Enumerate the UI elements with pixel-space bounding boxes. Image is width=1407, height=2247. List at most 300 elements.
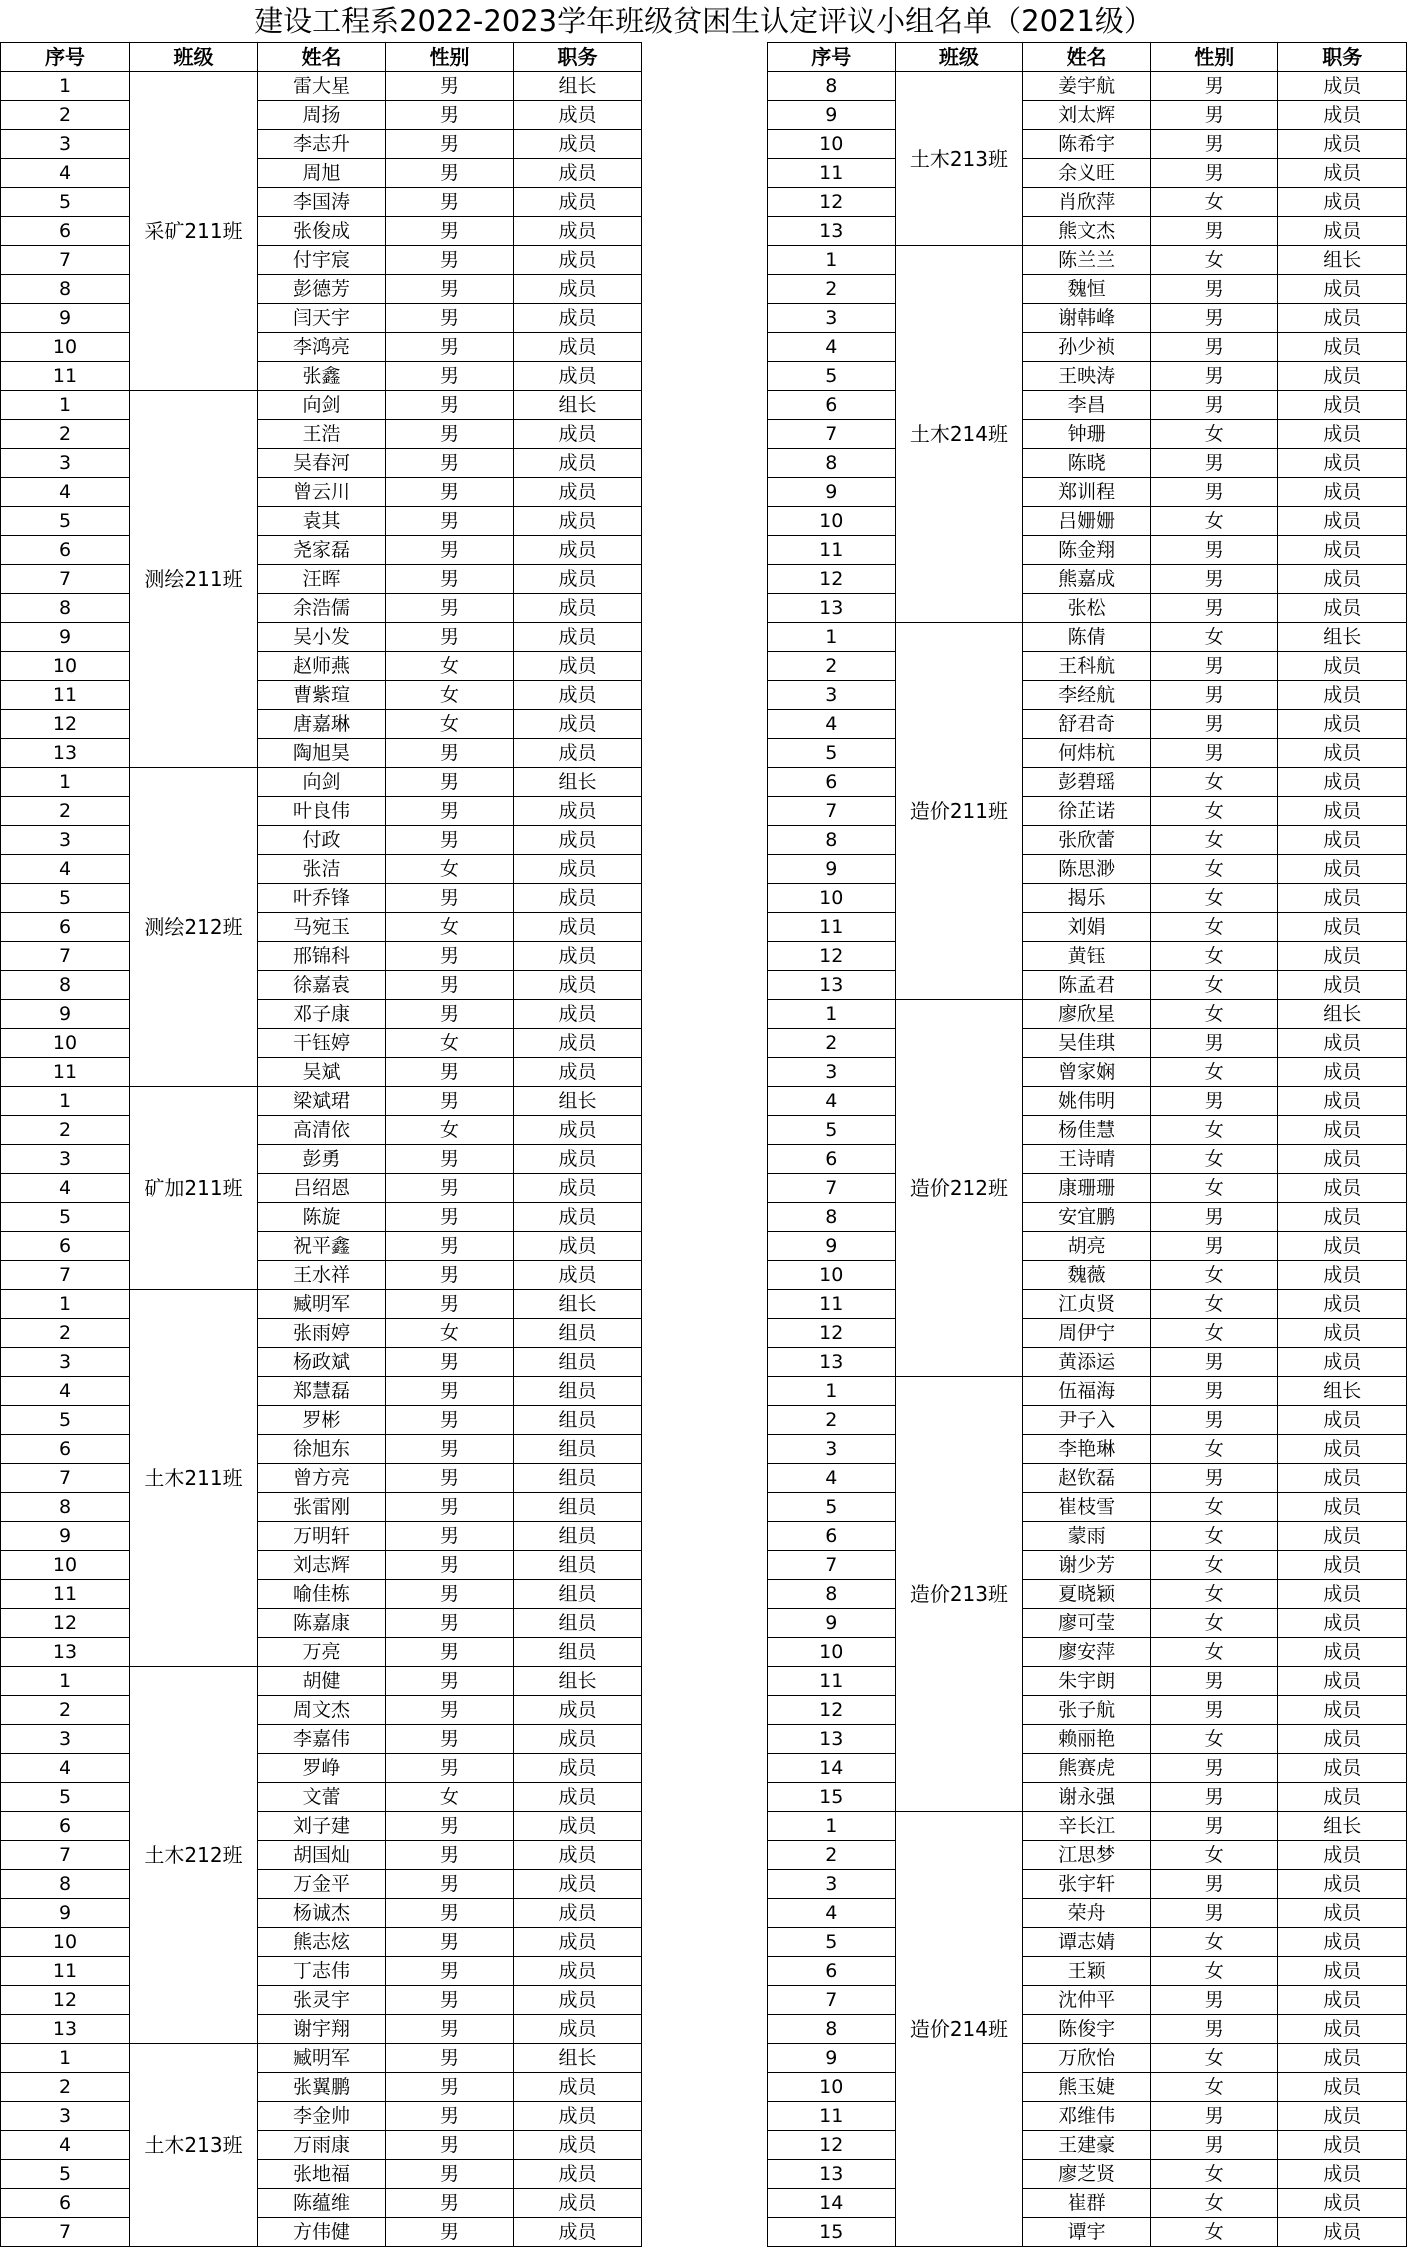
seq-cell: 5 — [768, 1928, 896, 1957]
seq-cell: 7 — [1, 1261, 130, 1290]
table-row — [1, 246, 642, 275]
table-row — [1, 391, 642, 420]
name-cell: 辛长江 — [1023, 1812, 1151, 1841]
gender-cell: 男 — [386, 739, 514, 768]
class-name-cell: 土木212班 — [130, 1667, 258, 2044]
gender-cell: 男 — [1150, 1783, 1278, 1812]
table-row — [768, 1058, 1407, 1087]
seq-cell: 6 — [1, 536, 130, 565]
table-row — [768, 2131, 1407, 2160]
role-cell: 成员 — [1278, 971, 1407, 1000]
table-row — [768, 855, 1407, 884]
seq-cell: 4 — [768, 333, 896, 362]
role-cell: 成员 — [1278, 507, 1407, 536]
role-cell: 成员 — [1278, 1203, 1407, 1232]
role-cell: 组员 — [514, 1406, 642, 1435]
gender-cell: 男 — [386, 333, 514, 362]
gender-cell: 女 — [1150, 1551, 1278, 1580]
gender-cell: 男 — [386, 217, 514, 246]
name-cell: 魏恒 — [1023, 275, 1151, 304]
table-row — [768, 1899, 1407, 1928]
seq-cell: 4 — [1, 1377, 130, 1406]
gender-cell: 男 — [386, 2218, 514, 2247]
table-row — [768, 1435, 1407, 1464]
table-row — [768, 2102, 1407, 2131]
table-row — [1, 2015, 642, 2044]
name-cell: 谢少芳 — [1023, 1551, 1151, 1580]
seq-cell: 2 — [1, 1319, 130, 1348]
seq-cell: 1 — [1, 1087, 130, 1116]
name-cell: 赵师燕 — [258, 652, 386, 681]
gender-cell: 女 — [1150, 1522, 1278, 1551]
table-row — [768, 449, 1407, 478]
role-cell: 成员 — [514, 362, 642, 391]
table-row — [768, 1464, 1407, 1493]
role-cell: 成员 — [1278, 1435, 1407, 1464]
seq-cell: 2 — [1, 1116, 130, 1145]
role-cell: 成员 — [514, 739, 642, 768]
table-row — [1, 2218, 642, 2247]
name-cell: 魏薇 — [1023, 1261, 1151, 1290]
gender-cell: 女 — [386, 1319, 514, 1348]
role-cell: 成员 — [1278, 2218, 1407, 2247]
gender-cell: 男 — [1150, 159, 1278, 188]
gender-cell: 男 — [1150, 217, 1278, 246]
table-row — [768, 391, 1407, 420]
gender-cell: 男 — [386, 507, 514, 536]
gender-cell: 女 — [1150, 2073, 1278, 2102]
name-cell: 廖芝贤 — [1023, 2160, 1151, 2189]
gender-cell: 女 — [1150, 420, 1278, 449]
name-cell: 张地福 — [258, 2160, 386, 2189]
seq-cell: 10 — [1, 1029, 130, 1058]
name-cell: 万雨康 — [258, 2131, 386, 2160]
gender-cell: 女 — [1150, 623, 1278, 652]
gender-cell: 男 — [386, 2015, 514, 2044]
name-cell: 吴春河 — [258, 449, 386, 478]
gender-cell: 女 — [1150, 1435, 1278, 1464]
name-cell: 郑训程 — [1023, 478, 1151, 507]
table-row — [768, 72, 1407, 101]
table-row — [1, 1928, 642, 1957]
table-row — [768, 1261, 1407, 1290]
role-cell: 成员 — [1278, 942, 1407, 971]
role-cell: 成员 — [1278, 2131, 1407, 2160]
header-no: 序号 — [1, 43, 130, 72]
name-cell: 王浩 — [258, 420, 386, 449]
gender-cell: 男 — [386, 1406, 514, 1435]
gender-cell: 男 — [386, 1348, 514, 1377]
role-cell: 成员 — [1278, 449, 1407, 478]
gender-cell: 男 — [386, 884, 514, 913]
role-cell: 成员 — [1278, 1493, 1407, 1522]
seq-cell: 11 — [1, 1058, 130, 1087]
name-cell: 周扬 — [258, 101, 386, 130]
name-cell: 姜宇航 — [1023, 72, 1151, 101]
gender-cell: 男 — [386, 1261, 514, 1290]
role-cell: 组员 — [514, 1348, 642, 1377]
seq-cell: 10 — [768, 1638, 896, 1667]
class-name-cell: 土木213班 — [895, 72, 1023, 246]
seq-cell: 4 — [768, 1087, 896, 1116]
gender-cell: 男 — [1150, 333, 1278, 362]
role-cell: 组员 — [514, 1377, 642, 1406]
class-name-cell: 土木211班 — [130, 1290, 258, 1667]
name-cell: 夏晓颖 — [1023, 1580, 1151, 1609]
table-row — [1, 1116, 642, 1145]
name-cell: 吕绍恩 — [258, 1174, 386, 1203]
name-cell: 张宇轩 — [1023, 1870, 1151, 1899]
name-cell: 文蕾 — [258, 1783, 386, 1812]
role-cell: 成员 — [1278, 710, 1407, 739]
role-cell: 成员 — [1278, 1609, 1407, 1638]
seq-cell: 7 — [768, 1986, 896, 2015]
table-row — [1, 1261, 642, 1290]
name-cell: 郑慧磊 — [258, 1377, 386, 1406]
seq-cell: 7 — [768, 797, 896, 826]
name-cell: 向剑 — [258, 391, 386, 420]
table-row — [768, 565, 1407, 594]
table-row — [1, 1522, 642, 1551]
header-name: 姓名 — [258, 43, 386, 72]
gender-cell: 男 — [1150, 739, 1278, 768]
seq-cell: 3 — [768, 1435, 896, 1464]
seq-cell: 4 — [768, 1464, 896, 1493]
role-cell: 成员 — [1278, 2102, 1407, 2131]
table-row — [768, 217, 1407, 246]
gender-cell: 男 — [386, 246, 514, 275]
gender-cell: 男 — [386, 1290, 514, 1319]
name-cell: 廖可莹 — [1023, 1609, 1151, 1638]
table-row — [768, 1580, 1407, 1609]
role-cell: 成员 — [1278, 362, 1407, 391]
gender-cell: 女 — [1150, 1609, 1278, 1638]
name-cell: 张灵宇 — [258, 1986, 386, 2015]
name-cell: 陈兰兰 — [1023, 246, 1151, 275]
gender-cell: 男 — [386, 1609, 514, 1638]
seq-cell: 7 — [768, 1551, 896, 1580]
role-cell: 组长 — [1278, 623, 1407, 652]
name-cell: 余义旺 — [1023, 159, 1151, 188]
gender-cell: 女 — [386, 1783, 514, 1812]
name-cell: 向剑 — [258, 768, 386, 797]
gender-cell: 女 — [1150, 1116, 1278, 1145]
role-cell: 成员 — [514, 246, 642, 275]
table-row — [768, 2044, 1407, 2073]
table-row — [1, 1899, 642, 1928]
table-row — [768, 159, 1407, 188]
table-row — [1, 652, 642, 681]
gender-cell: 男 — [386, 797, 514, 826]
name-cell: 张洁 — [258, 855, 386, 884]
seq-cell: 11 — [1, 681, 130, 710]
role-cell: 成员 — [514, 449, 642, 478]
name-cell: 揭乐 — [1023, 884, 1151, 913]
seq-cell: 14 — [768, 1754, 896, 1783]
gender-cell: 女 — [1150, 1261, 1278, 1290]
name-cell: 谢永强 — [1023, 1783, 1151, 1812]
name-cell: 康珊珊 — [1023, 1174, 1151, 1203]
name-cell: 胡健 — [258, 1667, 386, 1696]
gender-cell: 女 — [1150, 1725, 1278, 1754]
gender-cell: 女 — [1150, 1580, 1278, 1609]
role-cell: 成员 — [514, 594, 642, 623]
table-row — [1, 333, 642, 362]
seq-cell: 8 — [768, 1203, 896, 1232]
table-row — [1, 1000, 642, 1029]
seq-cell: 4 — [768, 710, 896, 739]
gender-cell: 男 — [1150, 2102, 1278, 2131]
gender-cell: 女 — [1150, 768, 1278, 797]
role-cell: 成员 — [1278, 159, 1407, 188]
seq-cell: 1 — [1, 1290, 130, 1319]
table-row — [1, 565, 642, 594]
seq-cell: 15 — [768, 1783, 896, 1812]
table-row — [768, 1348, 1407, 1377]
seq-cell: 11 — [768, 536, 896, 565]
role-cell: 成员 — [1278, 1783, 1407, 1812]
gender-cell: 男 — [1150, 449, 1278, 478]
seq-cell: 3 — [1, 449, 130, 478]
role-cell: 组长 — [514, 1667, 642, 1696]
name-cell: 彭德芳 — [258, 275, 386, 304]
seq-cell: 10 — [768, 130, 896, 159]
name-cell: 黄钰 — [1023, 942, 1151, 971]
gender-cell: 男 — [386, 1493, 514, 1522]
seq-cell: 6 — [1, 1435, 130, 1464]
name-cell: 邓子康 — [258, 1000, 386, 1029]
seq-cell: 8 — [1, 1493, 130, 1522]
seq-cell: 3 — [1, 2102, 130, 2131]
gender-cell: 男 — [386, 159, 514, 188]
gender-cell: 男 — [386, 1754, 514, 1783]
name-cell: 周旭 — [258, 159, 386, 188]
gender-cell: 女 — [1150, 1319, 1278, 1348]
gender-cell: 男 — [386, 2189, 514, 2218]
role-cell: 组长 — [514, 1290, 642, 1319]
table-row — [1, 1667, 642, 1696]
name-cell: 方伟健 — [258, 2218, 386, 2247]
seq-cell: 6 — [1, 1232, 130, 1261]
name-cell: 王颖 — [1023, 1957, 1151, 1986]
table-row — [1, 2131, 642, 2160]
gender-cell: 男 — [386, 1812, 514, 1841]
name-cell: 李金帅 — [258, 2102, 386, 2131]
gender-cell: 男 — [386, 826, 514, 855]
seq-cell: 6 — [768, 1957, 896, 1986]
table-row — [1, 1580, 642, 1609]
seq-cell: 5 — [768, 739, 896, 768]
table-row — [768, 362, 1407, 391]
gender-cell: 男 — [386, 1986, 514, 2015]
gender-cell: 女 — [1150, 2044, 1278, 2073]
name-cell: 臧明军 — [258, 1290, 386, 1319]
seq-cell: 13 — [768, 1725, 896, 1754]
gender-cell: 男 — [1150, 1464, 1278, 1493]
role-cell: 成员 — [514, 623, 642, 652]
role-cell: 成员 — [514, 2102, 642, 2131]
role-cell: 组员 — [514, 1435, 642, 1464]
name-cell: 曹紫瑄 — [258, 681, 386, 710]
seq-cell: 10 — [1, 652, 130, 681]
gender-cell: 女 — [1150, 2160, 1278, 2189]
table-row — [768, 681, 1407, 710]
role-cell: 成员 — [514, 1058, 642, 1087]
table-row — [768, 1783, 1407, 1812]
table-row — [768, 1841, 1407, 1870]
seq-cell: 12 — [768, 942, 896, 971]
name-cell: 刘娟 — [1023, 913, 1151, 942]
table-row — [768, 971, 1407, 1000]
seq-cell: 7 — [768, 1174, 896, 1203]
table-row — [1, 1870, 642, 1899]
name-cell: 张雨婷 — [258, 1319, 386, 1348]
name-cell: 杨佳慧 — [1023, 1116, 1151, 1145]
role-cell: 成员 — [1278, 1174, 1407, 1203]
table-row — [1, 942, 642, 971]
gender-cell: 男 — [386, 1957, 514, 1986]
seq-cell: 12 — [1, 1609, 130, 1638]
table-row — [768, 1812, 1407, 1841]
role-cell: 成员 — [514, 507, 642, 536]
gender-cell: 男 — [1150, 1377, 1278, 1406]
name-cell: 陈俊宇 — [1023, 2015, 1151, 2044]
seq-cell: 3 — [768, 304, 896, 333]
gender-cell: 女 — [386, 913, 514, 942]
name-cell: 孙少祯 — [1023, 333, 1151, 362]
role-cell: 组长 — [1278, 1377, 1407, 1406]
role-cell: 成员 — [514, 1261, 642, 1290]
seq-cell: 12 — [768, 188, 896, 217]
name-cell: 赖丽艳 — [1023, 1725, 1151, 1754]
name-cell: 叶良伟 — [258, 797, 386, 826]
seq-cell: 9 — [768, 478, 896, 507]
role-cell: 成员 — [514, 1957, 642, 1986]
name-cell: 汪晖 — [258, 565, 386, 594]
role-cell: 组员 — [514, 1319, 642, 1348]
name-cell: 万欣怡 — [1023, 2044, 1151, 2073]
table-row — [1, 971, 642, 1000]
role-cell: 成员 — [1278, 1319, 1407, 1348]
gender-cell: 男 — [1150, 710, 1278, 739]
gender-cell: 女 — [1150, 1000, 1278, 1029]
table-row — [1, 1551, 642, 1580]
role-cell: 组长 — [1278, 246, 1407, 275]
gender-cell: 男 — [1150, 1348, 1278, 1377]
role-cell: 成员 — [514, 855, 642, 884]
gender-cell: 女 — [1150, 507, 1278, 536]
table-row — [1, 2073, 642, 2102]
seq-cell: 2 — [1, 420, 130, 449]
table-row — [1, 1464, 642, 1493]
seq-cell: 9 — [1, 304, 130, 333]
table-row — [768, 1986, 1407, 2015]
name-cell: 罗彬 — [258, 1406, 386, 1435]
name-cell: 李鸿亮 — [258, 333, 386, 362]
table-row — [1, 1406, 642, 1435]
gender-cell: 男 — [386, 275, 514, 304]
table-row — [768, 478, 1407, 507]
gender-cell: 男 — [386, 1841, 514, 1870]
table-row — [1, 217, 642, 246]
name-cell: 刘志辉 — [258, 1551, 386, 1580]
name-cell: 熊志炫 — [258, 1928, 386, 1957]
name-cell: 崔群 — [1023, 2189, 1151, 2218]
gender-cell: 女 — [1150, 1928, 1278, 1957]
seq-cell: 6 — [1, 1812, 130, 1841]
seq-cell: 11 — [768, 2102, 896, 2131]
name-cell: 臧明军 — [258, 2044, 386, 2073]
name-cell: 叶乔锋 — [258, 884, 386, 913]
name-cell: 祝平鑫 — [258, 1232, 386, 1261]
name-cell: 王科航 — [1023, 652, 1151, 681]
role-cell: 组长 — [1278, 1812, 1407, 1841]
table-row — [1, 1812, 642, 1841]
table-row — [1, 1029, 642, 1058]
header-no: 序号 — [768, 43, 896, 72]
role-cell: 成员 — [514, 1841, 642, 1870]
table-row — [1, 1232, 642, 1261]
seq-cell: 7 — [1, 1841, 130, 1870]
name-cell: 江思梦 — [1023, 1841, 1151, 1870]
gender-cell: 女 — [1150, 1058, 1278, 1087]
gender-cell: 男 — [386, 1899, 514, 1928]
seq-cell: 3 — [768, 1058, 896, 1087]
seq-cell: 3 — [1, 1145, 130, 1174]
table-row — [768, 768, 1407, 797]
gender-cell: 女 — [1150, 1174, 1278, 1203]
role-cell: 成员 — [1278, 1029, 1407, 1058]
gender-cell: 女 — [1150, 855, 1278, 884]
table-row — [768, 1406, 1407, 1435]
gender-cell: 男 — [1150, 1087, 1278, 1116]
gender-cell: 男 — [386, 2044, 514, 2073]
name-cell: 邓维伟 — [1023, 2102, 1151, 2131]
name-cell: 熊玉婕 — [1023, 2073, 1151, 2102]
name-cell: 万金平 — [258, 1870, 386, 1899]
name-cell: 闫天宇 — [258, 304, 386, 333]
role-cell: 成员 — [1278, 2044, 1407, 2073]
name-cell: 刘太辉 — [1023, 101, 1151, 130]
table-row — [768, 188, 1407, 217]
table-row — [768, 884, 1407, 913]
gender-cell: 男 — [1150, 1899, 1278, 1928]
role-cell: 成员 — [1278, 681, 1407, 710]
seq-cell: 9 — [1, 1899, 130, 1928]
role-cell: 组员 — [514, 1493, 642, 1522]
gender-cell: 男 — [1150, 362, 1278, 391]
seq-cell: 6 — [1, 217, 130, 246]
name-cell: 杨诚杰 — [258, 1899, 386, 1928]
gender-cell: 男 — [386, 1870, 514, 1899]
role-cell: 成员 — [1278, 1116, 1407, 1145]
gender-cell: 男 — [386, 623, 514, 652]
header-sex: 性别 — [386, 43, 514, 72]
table-row — [1, 681, 642, 710]
gender-cell: 男 — [1150, 536, 1278, 565]
name-cell: 江贞贤 — [1023, 1290, 1151, 1319]
name-cell: 曾家娴 — [1023, 1058, 1151, 1087]
role-cell: 成员 — [514, 1986, 642, 2015]
seq-cell: 13 — [1, 1638, 130, 1667]
table-row — [1, 1609, 642, 1638]
gender-cell: 男 — [386, 2131, 514, 2160]
role-cell: 成员 — [1278, 304, 1407, 333]
role-cell: 成员 — [1278, 1841, 1407, 1870]
role-cell: 成员 — [1278, 826, 1407, 855]
name-cell: 李昌 — [1023, 391, 1151, 420]
seq-cell: 8 — [1, 275, 130, 304]
